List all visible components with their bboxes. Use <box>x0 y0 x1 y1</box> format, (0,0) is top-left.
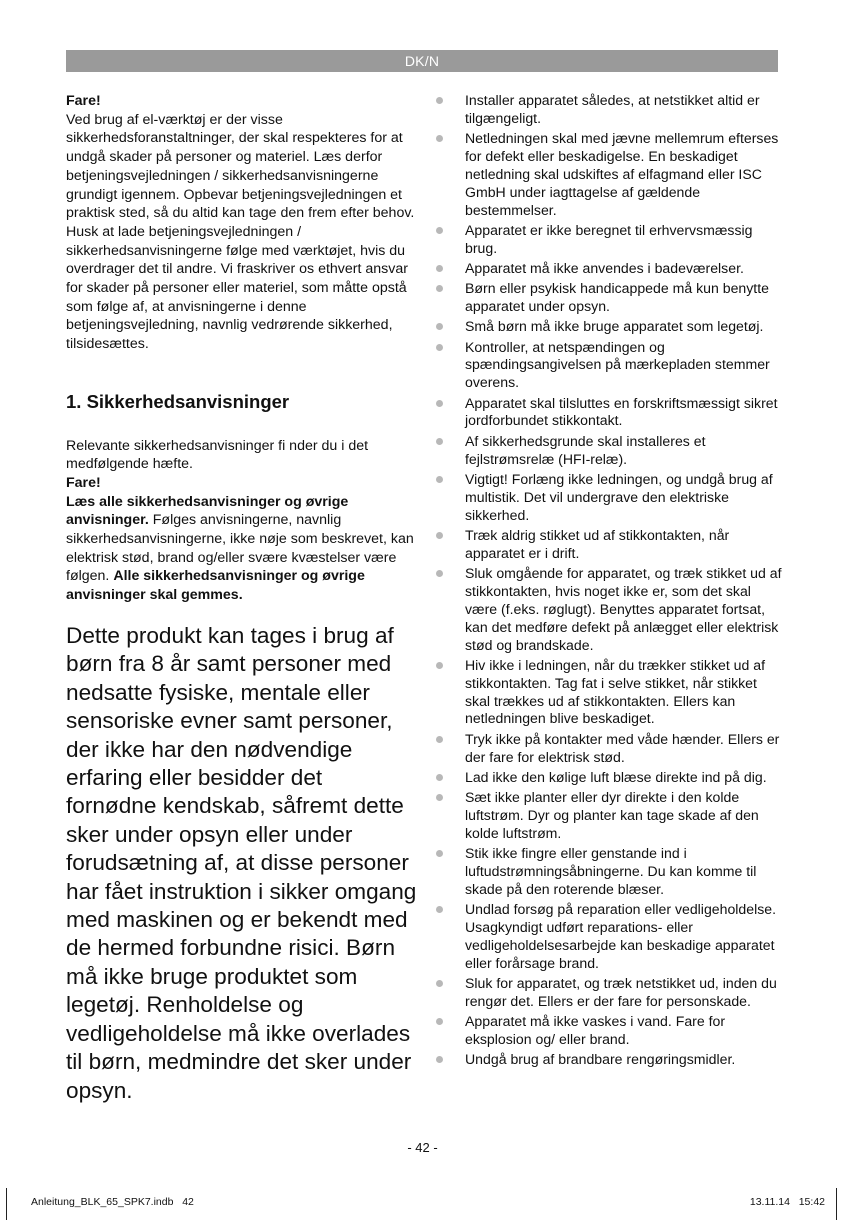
left-column <box>66 92 418 605</box>
bullet-dot-icon <box>436 344 443 351</box>
bullet-dot-icon <box>436 906 443 913</box>
bullet-dot-icon <box>436 1056 443 1063</box>
section-heading: 1. Sikkerhedsanvisninger <box>66 390 290 412</box>
bullet-text: Børn eller psykisk handicappede må kun benytte apparatet under opsyn. <box>465 280 769 315</box>
bullet-text: Sluk omgående for apparatet, og træk stikket ud af stikkontakten, hvis noget ikke er, som det skal være (f.eks. røglugt). Benyttes apparatet fortsat, kan det medføre defekt på anlægget eller elektrisk stød og brandskade. <box>465 564 782 653</box>
bullet-text: Tryk ikke på kontakter med våde hænder. Ellers er der fare for elektrisk stød. <box>465 730 780 765</box>
bullet-text: Installer apparatet således, at netstikket altid er tilgængeligt. <box>465 92 760 126</box>
safety-bullet-item <box>434 1013 784 1049</box>
bullet-dot-icon <box>436 265 443 272</box>
bullet-text: Af sikkerhedsgrunde skal installeres et fejlstrømsrelæ (HFI-relæ). <box>465 432 706 467</box>
bullet-text: Hiv ikke i ledningen, når du trækker stikket ud af stikkontakten. Tag fat i selve stikket, når stikket skal trækkes ud af stikkontakten. Ellers kan netledningen blive beskadiget. <box>465 656 766 727</box>
safety-bullet-list <box>434 92 784 1071</box>
safety-bullet-item <box>434 318 784 336</box>
bullet-dot-icon <box>436 662 443 669</box>
bullet-dot-icon <box>436 476 443 483</box>
safety-bullet-item <box>434 731 784 767</box>
bullet-dot-icon <box>436 570 443 577</box>
safety-bullet-item <box>434 433 784 469</box>
bullet-dot-icon <box>436 1018 443 1025</box>
bullet-dot-icon <box>436 323 443 330</box>
bullet-dot-icon <box>436 532 443 539</box>
bullet-dot-icon <box>436 980 443 987</box>
bullet-text: Sluk for apparatet, og træk netstikket ud, inden du rengør det. Ellers er der fare for personskade. <box>465 974 777 1009</box>
footer-crop-mark-right <box>836 1188 837 1220</box>
safety-bullet-item <box>434 565 784 655</box>
safety-bullet-item <box>434 527 784 563</box>
page-number: - 42 - <box>407 1140 438 1155</box>
bullet-text: Sæt ikke planter eller dyr direkte i den kolde luftstrøm. Dyr og planter kan tage skade af den kolde luftstrøm. <box>465 788 759 841</box>
warning-body: Følges anvisningerne, navnlig sikkerhedsanvisningerne, ikke nøje som beskrevet, kan elektrisk stød, brand og/eller svære kvæstelser være følgen. <box>66 512 414 585</box>
safety-bullet-item <box>434 1051 784 1069</box>
bullet-text: Apparatet må ikke anvendes i badeværelser. <box>465 260 744 277</box>
bullet-text: Apparatet er ikke beregnet til erhvervsmæssig brug. <box>465 221 753 256</box>
safety-bullet-item <box>434 280 784 316</box>
language-code: DK/N <box>404 53 440 69</box>
warning-bold-end: Alle sikkerhedsanvisninger og øvrige anvisninger skal gemmes. <box>66 568 365 604</box>
footer-print-date: 13.11.14 15:42 <box>749 1196 825 1208</box>
safety-bullet-item <box>434 789 784 843</box>
bullet-dot-icon <box>436 736 443 743</box>
bullet-text: Undgå brug af brandbare rengøringsmidler. <box>465 1051 736 1068</box>
safety-bullet-item <box>434 92 784 128</box>
footer-file-name: Anleitung_BLK_65_SPK7.indb 42 <box>31 1196 194 1208</box>
bullet-dot-icon <box>436 794 443 801</box>
bullet-text: Kontroller, at netspændingen og spændingsangivelsen på mærkepladen stemmer overens. <box>465 338 770 391</box>
bullet-text: Apparatet skal tilsluttes en forskriftsmæssigt sikret jordforbundet stikkontakt. <box>465 394 778 429</box>
language-header-bar <box>66 50 778 72</box>
bullet-text: Apparatet må ikke vaskes i vand. Fare for eksplosion og/ eller brand. <box>465 1013 726 1047</box>
safety-bullet-item <box>434 260 784 278</box>
safety-bullet-item <box>434 845 784 899</box>
bullet-text: Undlad forsøg på reparation eller vedligeholdelse. Usagkyndigt udført reparations- eller vedligeholdelsesarbejde kan beskadige apparatet eller forårsage brand. <box>465 901 777 971</box>
warning-paragraph-2 <box>66 493 418 605</box>
bullet-text: Lad ikke den kølige luft blæse direkte ind på dig. <box>465 768 767 785</box>
bullet-text: Vigtigt! Forlæng ikke ledningen, og undgå brug af multistik. Det vil undergrave den elektriske sikkerhed. <box>465 470 773 523</box>
footer-crop-mark-left <box>6 1188 7 1220</box>
bullet-text: Netledningen skal med jævne mellemrum efterses for defekt eller beskadigelse. En beskadiget netledning skal udskiftes af elfagmand eller ISC GmbH under iagttagelse af gældende bestemmelser. <box>465 130 779 218</box>
safety-bullet-item <box>434 339 784 393</box>
bullet-text: Små børn må ikke bruge apparatet som legetøj. <box>465 318 764 335</box>
safety-bullet-item <box>434 222 784 258</box>
bullet-dot-icon <box>436 227 443 234</box>
bullet-dot-icon <box>436 285 443 292</box>
bullet-dot-icon <box>436 135 443 142</box>
warning-bold-lead: Læs alle sikkerhedsanvisninger og øvrige anvisninger. <box>66 493 349 529</box>
safety-bullet-item <box>434 975 784 1011</box>
bullet-dot-icon <box>436 97 443 104</box>
safety-bullet-item <box>434 130 784 220</box>
bullet-dot-icon <box>436 400 443 407</box>
safety-bullet-item <box>434 471 784 525</box>
warning-title-2: Fare! <box>66 474 101 491</box>
children-usage-notice: Dette produkt kan tages i brug af børn fra 8 år samt personer med nedsatte fysiske, mentale eller sensoriske evner samt personer, der ikke har den nødvendige erfaring eller besidder det fornødne kendskab, såfremt dette sker under opsyn eller under forudsætning af, at disse personer har fået instruktion i sikker omgang med maskinen og er bekendt med de hermed forbundne risici. Børn må ikke bruge produktet som legetøj. Renholdelse og vedligeholdelse må ikke overlades til børn, medmindre det sker under opsyn. <box>66 623 417 1103</box>
bullet-text: Træk aldrig stikket ud af stikkontakten, når apparatet er i drift. <box>465 526 730 561</box>
bullet-dot-icon <box>436 438 443 445</box>
safety-bullet-item <box>434 901 784 973</box>
safety-bullet-item <box>434 657 784 729</box>
warning-title: Fare! <box>66 93 101 109</box>
safety-bullet-item <box>434 769 784 787</box>
safety-bullet-item <box>434 395 784 431</box>
bullet-dot-icon <box>436 774 443 781</box>
warning-paragraph: Ved brug af el-værktøj er der visse sikkerhedsforanstaltninger, der skal respekteres for at undgå skader på personer og materiel. Læs derfor betjeningsvejledningen / sikkerhedsanvisningerne grundigt igennem. Opbevar betjeningsvejledningen et praktisk sted, så du altid kan tage den frem efter behov. Husk at lade betjeningsvejledningen / sikkerhedsanvisningerne følge med værktøjet, hvis du overdrager det til andre. Vi fraskriver os ethvert ansvar for skader på personer eller materiel, som måtte opstå som følge af, at anvisningerne i denne betjeningsvejledning, navnlig vedrørende sikkerhed, tilsidesættes. <box>66 111 415 353</box>
relevant-instructions-text: Relevante sikkerhedsanvisninger fi nder du i det medfølgende hæfte. <box>66 437 369 473</box>
bullet-dot-icon <box>436 850 443 857</box>
bullet-text: Stik ikke fingre eller genstande ind i luftudstrømningsåbningerne. Du kan komme til skade på den roterende blæser. <box>465 845 757 897</box>
